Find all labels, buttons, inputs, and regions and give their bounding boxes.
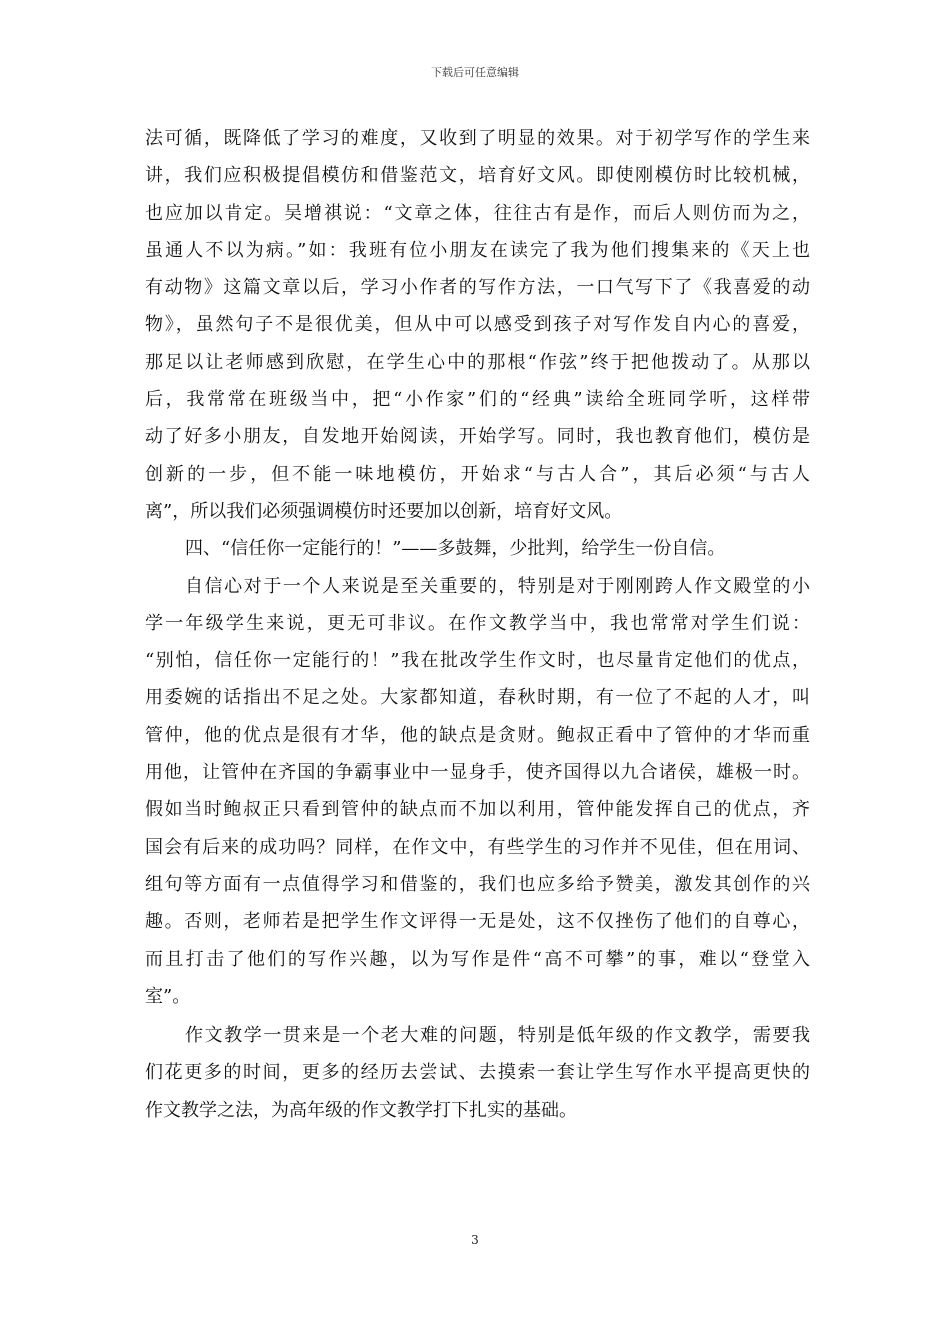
text-line: 国会有后来的成功吗？同样，在作文中，有些学生的习作并不见佳，但在用词、: [145, 836, 810, 858]
text-line: 虽通人不以为病。”如：我班有位小朋友在读完了我为他们搜集来的《天上也: [145, 239, 810, 261]
text-line: 有动物》这篇文章以后，学习小作者的写作方法，一口气写下了《我喜爱的动: [145, 277, 810, 299]
text-line: 管仲，他的优点是很有才华，他的缺点是贪财。鲍叔正看中了管仲的才华而重: [145, 724, 810, 746]
text-line: 室”。: [145, 985, 191, 1007]
text-line: 而且打击了他们的写作兴趣，以为写作是件“高不可攀”的事，难以“登堂入: [145, 948, 810, 970]
text-line: “别怕，信任你一定能行的！”我在批改学生作文时，也尽量肯定他们的优点，: [145, 650, 810, 672]
text-line: 组句等方面有一点值得学习和借鉴的，我们也应多给予赞美，激发其创作的兴: [145, 873, 810, 895]
text-line: 法可循，既降低了学习的难度，又收到了明显的效果。对于初学写作的学生来: [145, 128, 810, 149]
text-line: 用他，让管仲在齐国的争霸事业中一显身手，使齐国得以九合诸侯，雄极一时。: [145, 762, 810, 784]
page-header: 下载后可任意编辑: [431, 66, 519, 79]
document-body: [145, 120, 810, 1129]
text-line: 趣。否则，老师若是把学生作文评得一无是处，这不仅挫伤了他们的自尊心，: [145, 911, 810, 933]
text-line: 创新的一步，但不能一味地模仿，开始求“与古人合”，其后必须“与古人: [145, 463, 810, 485]
page-number: 3: [471, 1233, 479, 1247]
text-line: 学一年级学生来说，更无可非议。在作文教学当中，我也常常对学生们说：: [145, 612, 810, 634]
text-line: 们花更多的时间，更多的经历去尝试、去摸索一套让学生写作水平提高更快的: [145, 1062, 810, 1084]
text-line: 也应加以肯定。吴增祺说：“文章之体，往往古有是作，而后人则仿而为之，: [145, 202, 810, 224]
section-heading: 四、“信任你一定能行的！”——多鼓舞，少批判，给学生一份自信。: [185, 538, 726, 560]
text-line: 那足以让老师感到欣慰，在学生心中的那根“作弦”终于把他拨动了。从那以: [145, 351, 810, 373]
text-line: 讲，我们应积极提倡模仿和借鉴范文，培育好文风。即使刚模仿时比较机械，: [145, 165, 810, 187]
text-line: 后，我常常在班级当中，把“小作家”们的“经典”读给全班同学听，这样带: [145, 389, 810, 411]
text-line: 作文教学一贯来是一个老大难的问题，特别是低年级的作文教学，需要我: [185, 1025, 810, 1047]
text-line: 自信心对于一个人来说是至关重要的，特别是对于刚刚跨人作文殿堂的小: [185, 575, 810, 597]
text-line: 假如当时鲍叔正只看到管仲的缺点而不加以利用，管仲能发挥自己的优点，齐: [145, 799, 810, 821]
text-line: 作文教学之法，为高年级的作文教学打下扎实的基础。: [145, 1099, 577, 1121]
text-line: 离”，所以我们必须强调模仿时还要加以创新，培育好文风。: [145, 500, 623, 522]
text-line: 动了好多小朋友，自发地开始阅读，开始学写。同时，我也教育他们，模仿是: [145, 426, 810, 448]
text-line: 用委婉的话指出不足之处。大家都知道，春秋时期，有一位了不起的人才，叫: [145, 687, 810, 709]
text-line: 物》，虽然句子不是很优美，但从中可以感受到孩子对写作发自内心的喜爱，: [145, 314, 810, 336]
